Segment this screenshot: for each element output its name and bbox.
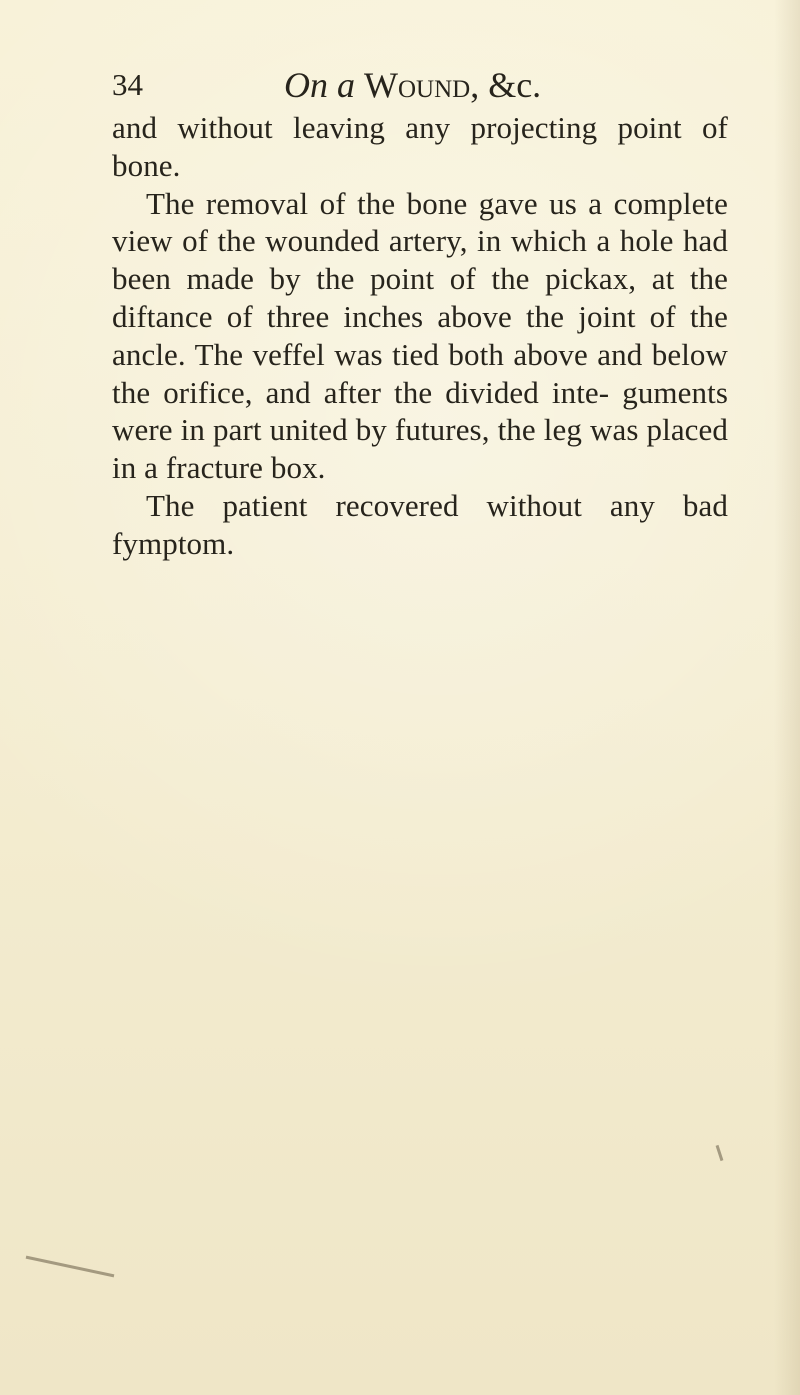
scan-mark: [26, 1256, 115, 1278]
running-title: [284, 62, 541, 108]
scan-mark: [716, 1145, 724, 1161]
paragraph-3: The patient recovered without any bad fymptom.: [112, 487, 728, 561]
running-title-italic: On a: [284, 65, 355, 105]
paragraph-2: The removal of the bone gave us a complete view of the wounded artery, in which a hole had been made by the point of the pickax, at the diftance of three inches above the joint of the ancle. The veffel was tied both above and below the orifice, and after the divided inte- guments were in part united by futures, the leg was placed in a fracture box.: [112, 185, 728, 486]
page-number: 34: [112, 67, 143, 102]
paragraph-1: and without leaving any projecting point of bone.: [112, 110, 728, 183]
running-header: [112, 62, 712, 108]
running-title-small-caps: Wound: [364, 65, 471, 105]
body-text: [112, 109, 728, 563]
running-title-rest: , &c.: [470, 65, 542, 105]
page-edge-shadow: [774, 0, 800, 1395]
